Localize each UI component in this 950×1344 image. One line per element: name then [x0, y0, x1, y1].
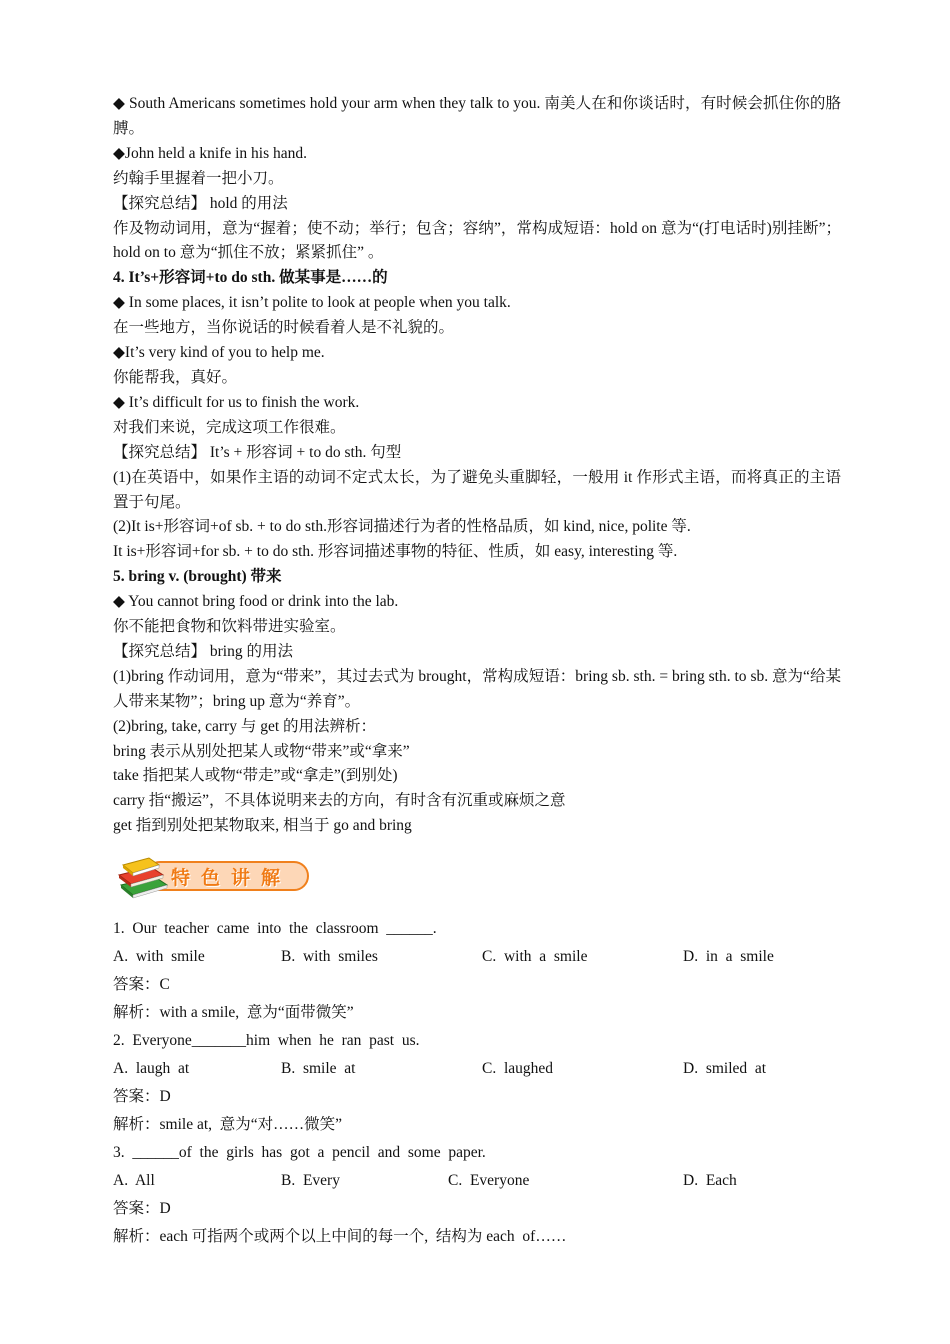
answer: 答案：C — [113, 976, 170, 994]
summary-heading: 【探究总结】 hold 的用法 — [113, 194, 288, 212]
question-stem: 1. Our teacher came into the classroom ______. — [113, 920, 437, 938]
answer: 答案：D — [113, 1200, 171, 1218]
question-options — [113, 1167, 841, 1195]
banner-title: 特色讲解 — [171, 867, 292, 890]
option-b: B. smile at — [281, 1060, 356, 1078]
summary-text: (1)在英语中，如果作主语的动词不定式太长，为了避免头重脚轻，一般用 it 作形式主语，而将真正的主语置于句尾。 — [113, 468, 841, 511]
summary-heading: 【探究总结】 It’s + 形容词 + to do sth. 句型 — [113, 443, 402, 461]
question-options — [113, 943, 841, 971]
summary-text: (2)bring, take, carry 与 get 的用法辨析： — [113, 717, 377, 735]
example-translation: 你能帮我，真好。 — [113, 368, 238, 386]
summary-text: get 指到别处把某物取来, 相当于 go and bring — [113, 817, 412, 835]
question-options — [113, 1055, 841, 1083]
answer: 答案：D — [113, 1088, 171, 1106]
exercise-question — [113, 915, 841, 1027]
summary-text: bring 表示从别处把某人或物“带来”或“拿来” — [113, 742, 410, 760]
example-translation: 对我们来说，完成这项工作很难。 — [113, 418, 346, 436]
grammar-notes — [113, 92, 841, 839]
analysis: 解析：with a smile, 意为“面带微笑” — [113, 1004, 354, 1022]
analysis: 解析：smile at, 意为“对……微笑” — [113, 1116, 343, 1134]
option-d: D. Each — [683, 1172, 737, 1190]
books-icon — [115, 855, 175, 899]
example-sentence: ◆ In some places, it isn’t polite to look at people when you talk. — [113, 294, 511, 312]
option-a: A. with smile — [113, 948, 205, 966]
summary-text: It is+形容词+for sb. + to do sth. 形容词描述事物的特征、性质，如 easy, interesting 等. — [113, 543, 678, 561]
option-a: A. All — [113, 1172, 155, 1190]
option-c: C. laughed — [482, 1060, 554, 1078]
option-d: D. smiled at — [683, 1060, 767, 1078]
feature-banner — [113, 853, 841, 911]
option-b: B. with smiles — [281, 948, 378, 966]
option-c: C. with a smile — [482, 948, 588, 966]
option-b: B. Every — [281, 1172, 340, 1190]
summary-text: take 指把某人或物“带走”或“拿走”(到别处) — [113, 767, 398, 785]
example-translation: 在一些地方，当你说话的时候看着人是不礼貌的。 — [113, 319, 455, 337]
summary-text: carry 指“搬运”，不具体说明来去的方向，有时含有沉重或麻烦之意 — [113, 792, 566, 810]
example-translation: 你不能把食物和饮料带进实验室。 — [113, 618, 346, 636]
example-sentence: ◆It’s very kind of you to help me. — [113, 344, 325, 362]
exercise-list — [113, 915, 841, 1251]
option-d: D. in a smile — [683, 948, 774, 966]
example-sentence: ◆ It’s difficult for us to finish the work. — [113, 393, 360, 411]
summary-heading: 【探究总结】 bring 的用法 — [113, 642, 293, 660]
section-heading: 5. bring v. (brought) 带来 — [113, 568, 282, 586]
section-heading: 4. It’s+形容词+to do sth. 做某事是……的 — [113, 269, 388, 287]
option-c: C. Everyone — [448, 1172, 530, 1190]
exercise-question — [113, 1139, 841, 1251]
analysis: 解析：each 可指两个或两个以上中间的每一个, 结构为 each of…… — [113, 1228, 567, 1246]
example-sentence: ◆ South Americans sometimes hold your arm when they talk to you. 南美人在和你谈话时，有时候会抓住你的胳膊。 — [113, 95, 841, 137]
summary-text: (1)bring 作动词用，意为“带来”，其过去式为 brought，常构成短语：bring sb. sth. = bring sth. to sb. 意为“给某人带来某物”；bring up 意为“养育”。 — [113, 667, 841, 710]
summary-text: (2)It is+形容词+of sb. + to do sth.形容词描述行为者的性格品质，如 kind, nice, polite 等. — [113, 518, 691, 536]
document-page — [113, 92, 841, 1251]
example-sentence: ◆ You cannot bring food or drink into the lab. — [113, 593, 399, 611]
exercise-question — [113, 1027, 841, 1139]
question-stem: 2. Everyone_______him when he ran past us. — [113, 1032, 420, 1050]
summary-text: 作及物动词用，意为“握着；使不动；举行；包含；容纳”，常构成短语：hold on 意为“(打电话时)别挂断”；hold on to 意为“抓住不放；紧紧抓住” 。 — [113, 219, 841, 262]
question-stem: 3. ______of the girls has got a pencil and some paper. — [113, 1144, 486, 1162]
example-sentence: ◆John held a knife in his hand. — [113, 144, 308, 162]
option-a: A. laugh at — [113, 1060, 190, 1078]
example-translation: 约翰手里握着一把小刀。 — [113, 169, 284, 187]
